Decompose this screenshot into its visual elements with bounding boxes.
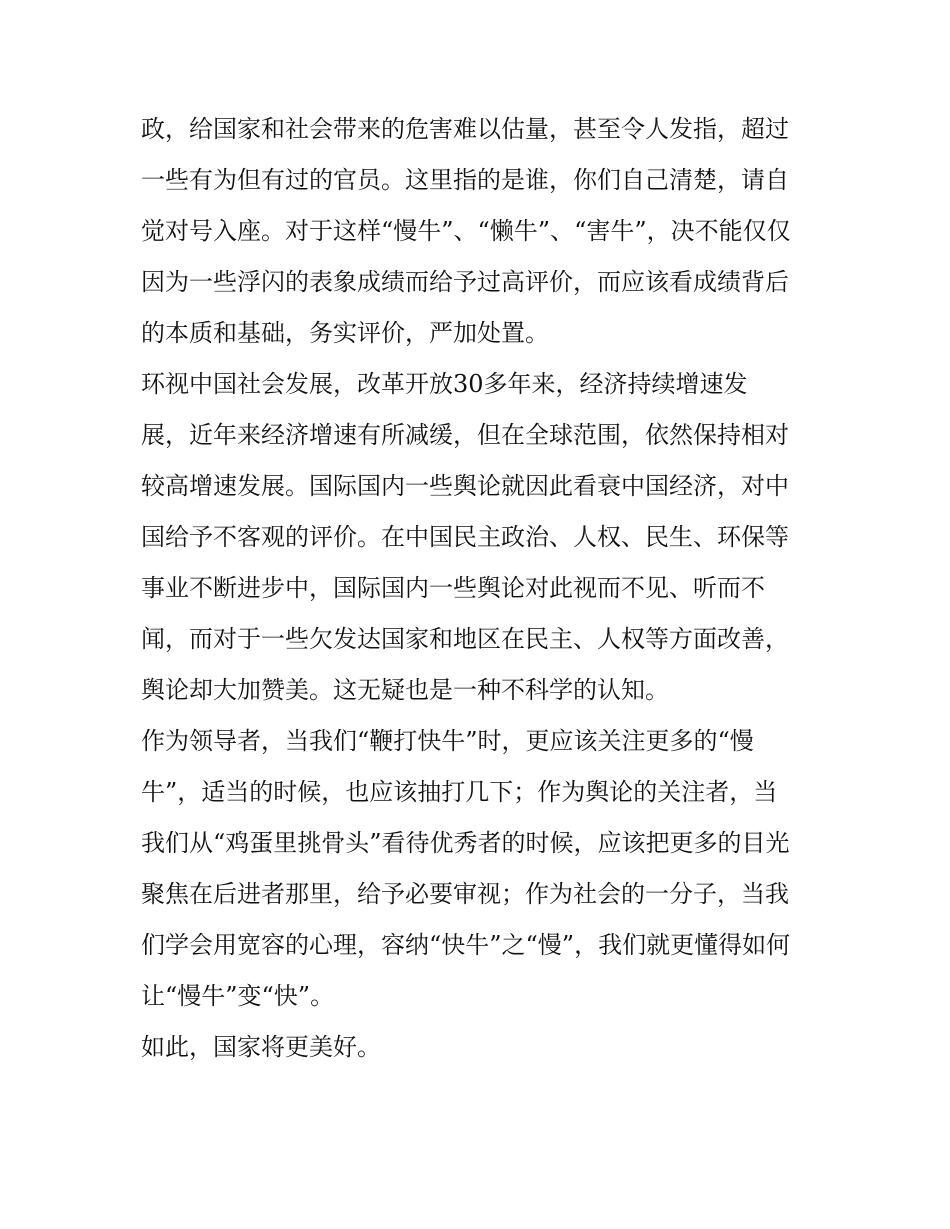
document-body: [141, 104, 821, 1073]
text-line: 觉对号入座。对于这样“慢牛”、“懒牛”、“害牛”，决不能仅仅: [141, 217, 791, 245]
text-line: 事业不断进步中，国际国内一些舆论对此视而不见、听而不: [141, 574, 765, 602]
text-line: 环视中国社会发展，改革开放30多年来，经济持续增速发: [141, 370, 748, 398]
text-line: 们学会用宽容的心理，容纳“快牛”之“慢”，我们就更懂得如何: [141, 931, 791, 959]
text-line: 闻，而对于一些欠发达国家和地区在民主、人权等方面改善，: [141, 625, 789, 653]
text-line: 让“慢牛”变“快”。: [141, 982, 335, 1010]
text-line: 牛”，适当的时候，也应该抽打几下；作为舆论的关注者，当: [141, 778, 778, 806]
text-line: 作为领导者，当我们“鞭打快牛”时，更应该关注更多的“慢: [141, 727, 754, 755]
text-line: 较高增速发展。国际国内一些舆论就因此看衰中国经济，对中: [141, 472, 789, 500]
text-line: 如此，国家将更美好。: [141, 1033, 381, 1061]
text-line: 一些有为但有过的官员。这里指的是谁，你们自己清楚，请自: [141, 166, 789, 194]
text-line: 舆论却大加赞美。这无疑也是一种不科学的认知。: [141, 676, 669, 704]
text-line: 聚焦在后进者那里，给予必要审视；作为社会的一分子，当我: [141, 880, 789, 908]
text-line: 展，近年来经济增速有所减缓，但在全球范围，依然保持相对: [141, 421, 789, 449]
text-line: 的本质和基础，务实评价，严加处置。: [141, 319, 549, 347]
text-line: 国给予不客观的评价。在中国民主政治、人权、民生、环保等: [141, 523, 789, 551]
text-line: 政，给国家和社会带来的危害难以估量，甚至令人发指，超过: [141, 115, 789, 143]
text-line: 我们从“鸡蛋里挑骨头”看待优秀者的时候，应该把更多的目光: [141, 829, 790, 857]
text-line: 因为一些浮闪的表象成绩而给予过高评价，而应该看成绩背后: [141, 268, 789, 296]
